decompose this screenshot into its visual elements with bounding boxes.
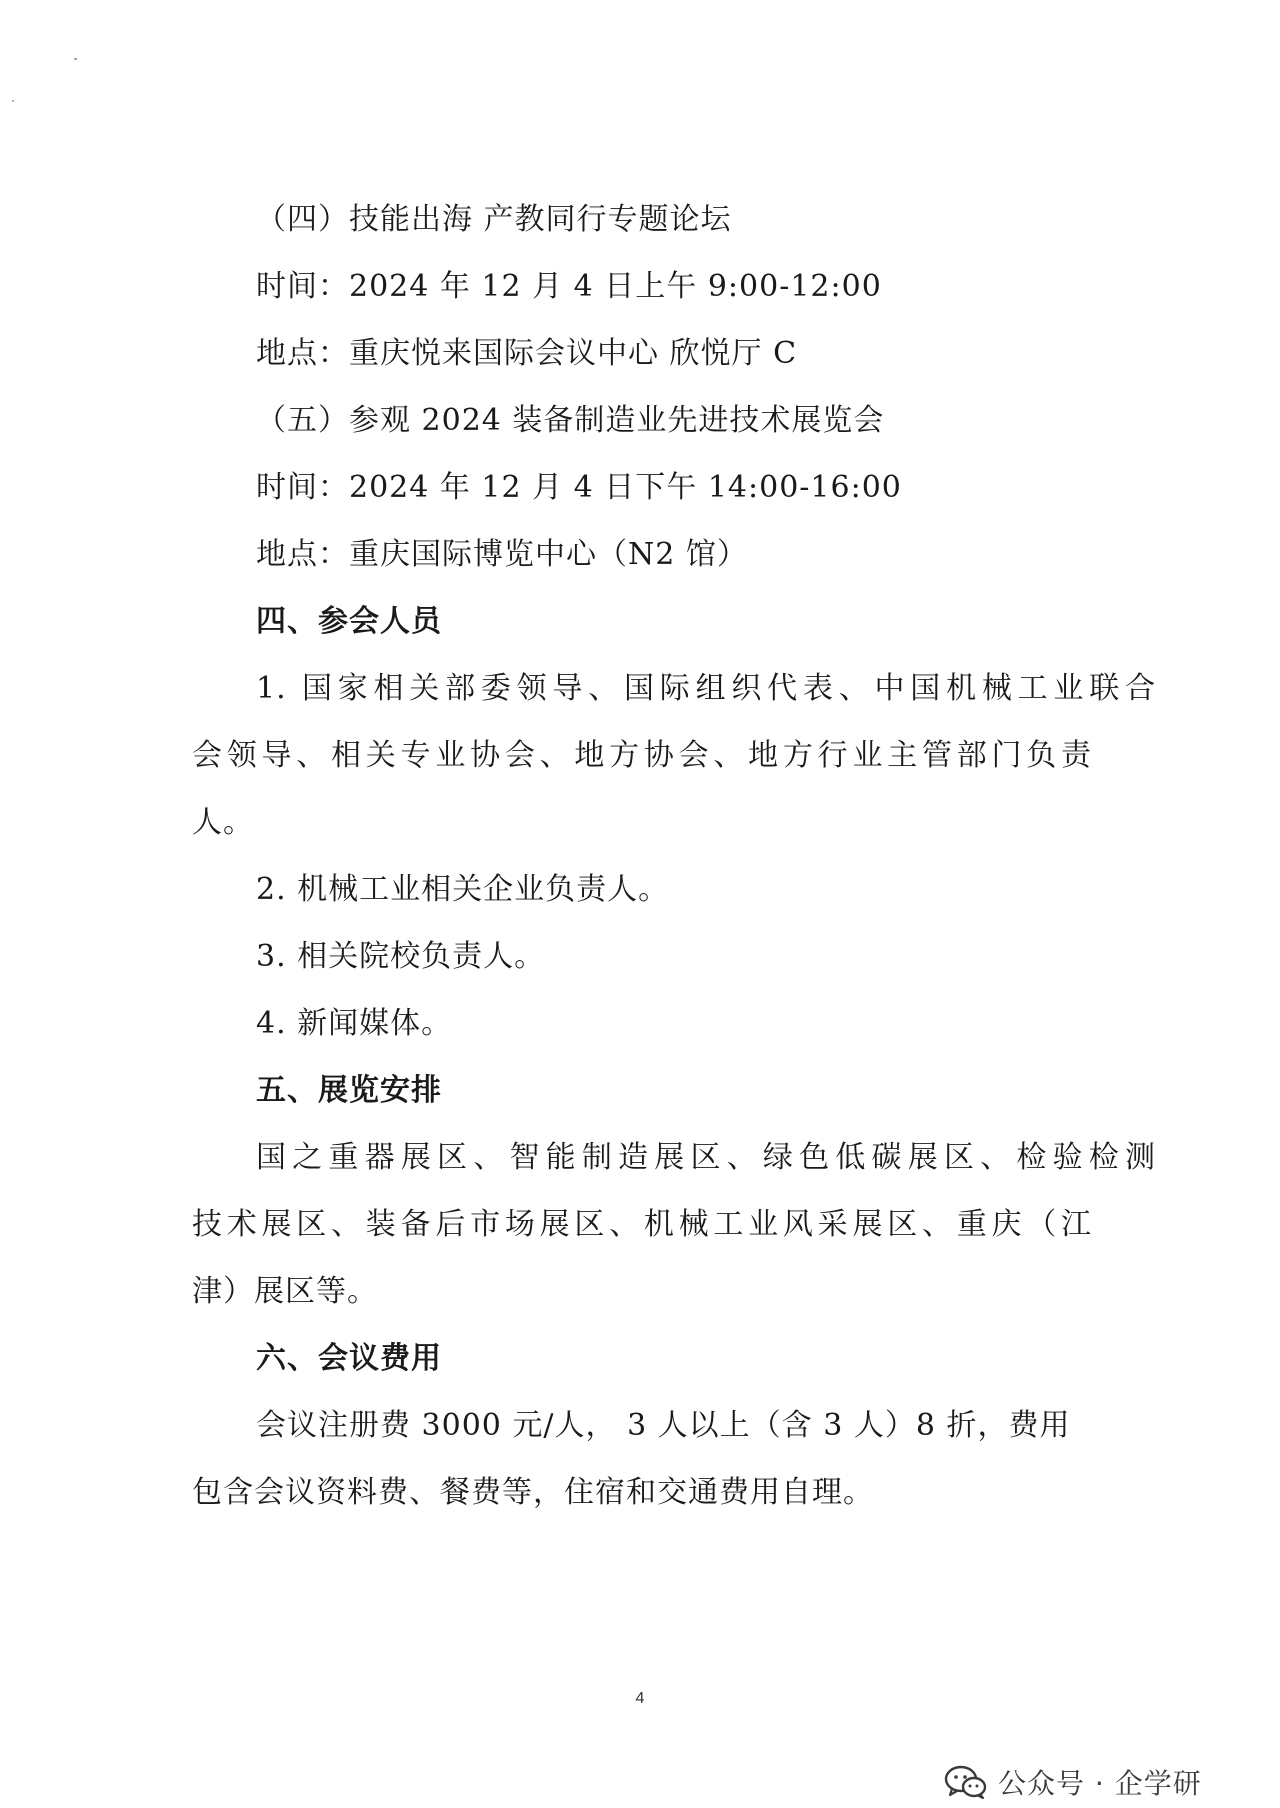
attendee-item-1-line: 会领导、相关专业协会、地方协会、地方行业主管部门负责 — [192, 738, 1092, 773]
fees-heading: 六、会议费用 — [256, 1341, 442, 1376]
attendee-item-3: 3. 相关院校负责人。 — [256, 939, 546, 974]
attendee-item-1-line: 1. 国家相关部委领导、国际组织代表、中国机械工业联合 — [256, 671, 1156, 706]
fees-paragraph — [192, 1392, 1092, 1526]
forum-time: 时间：2024 年 12 月 4 日上午 9:00-12:00 — [256, 269, 882, 304]
wechat-watermark — [944, 1762, 1202, 1802]
exhibition-heading: 五、展览安排 — [256, 1073, 442, 1108]
attendee-item-4: 4. 新闻媒体。 — [256, 1006, 453, 1041]
attendee-item-1-line: 人。 — [192, 805, 254, 840]
fees-line: 包含会议资料费、餐费等，住宿和交通费用自理。 — [192, 1475, 874, 1510]
exhibition-paragraph — [192, 1124, 1156, 1325]
fees-line: 会议注册费 3000 元/人， 3 人以上（含 3 人）8 折，费用 — [256, 1408, 1071, 1443]
attendees-heading: 四、参会人员 — [256, 604, 442, 639]
exhibition-line: 国之重器展区、智能制造展区、绿色低碳展区、检验检测 — [256, 1140, 1156, 1175]
watermark-text: 公众号 · 企学研 — [998, 1767, 1202, 1800]
wechat-icon — [944, 1764, 988, 1800]
forum-place: 地点：重庆悦来国际会议中心 欣悦厅 C — [256, 336, 798, 371]
scan-speck — [12, 100, 14, 102]
attendee-item-1 — [192, 655, 1156, 856]
exhibition-line: 技术展区、装备后市场展区、机械工业风采展区、重庆（江 — [192, 1207, 1092, 1242]
forum-title: （四）技能出海 产教同行专题论坛 — [256, 202, 732, 237]
exhibition-line: 津）展区等。 — [192, 1274, 378, 1309]
attendee-item-2: 2. 机械工业相关企业负责人。 — [256, 872, 670, 907]
visit-time: 时间：2024 年 12 月 4 日下午 14:00-16:00 — [256, 470, 902, 505]
visit-title: （五）参观 2024 装备制造业先进技术展览会 — [256, 403, 885, 438]
visit-place: 地点：重庆国际博览中心（N2 馆） — [256, 537, 748, 572]
document-body — [192, 186, 1156, 1526]
scan-speck — [74, 58, 77, 60]
page-number: 4 — [635, 1690, 645, 1707]
